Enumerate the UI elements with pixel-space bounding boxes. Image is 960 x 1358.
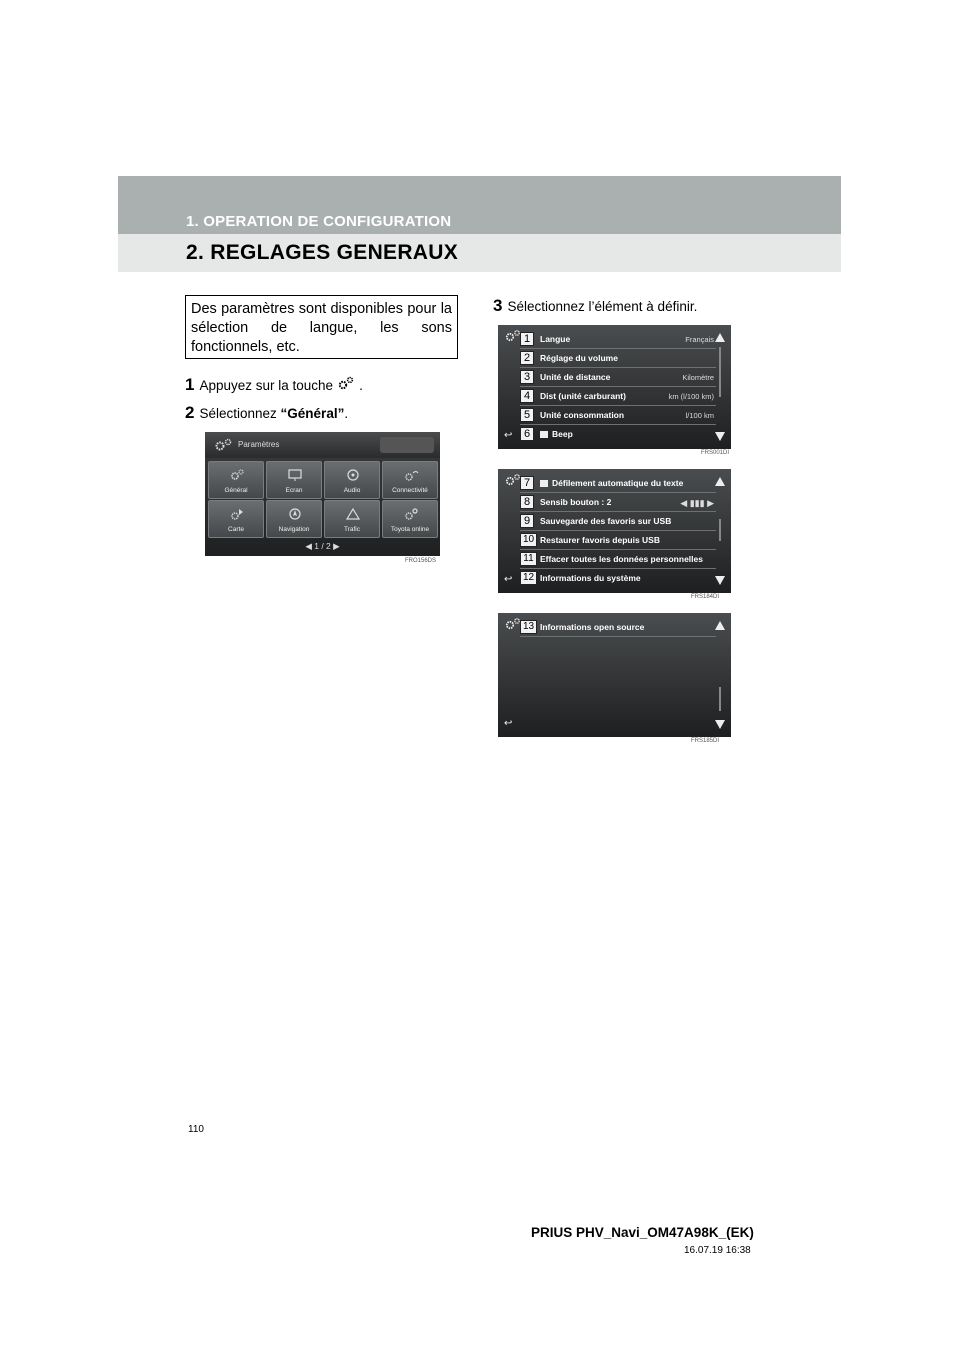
scroll-up-icon[interactable] [715, 333, 725, 342]
tile-trafic[interactable]: Trafic [324, 500, 380, 538]
traffic-icon [345, 507, 361, 521]
gear-icon [229, 468, 245, 482]
map-gear-icon [229, 507, 245, 521]
tile-ecran[interactable]: Ecran [266, 461, 322, 499]
callout-badge: 6 [520, 427, 534, 441]
callout-badge: 2 [520, 351, 534, 365]
callout-badge: 4 [520, 389, 534, 403]
tile-general[interactable]: Général [208, 461, 264, 499]
screen-title-bar [205, 432, 440, 458]
callout-badge: 11 [520, 552, 537, 566]
figure-code: FRS185DI [691, 738, 720, 744]
step-number: 1 [185, 375, 195, 394]
footer-model: PRIUS PHV_Navi_OM47A98K_(EK) [531, 1225, 754, 1240]
list-item-fuel-distance[interactable]: 4 Dist (unité carburant) km (l/100 km) [520, 387, 716, 406]
step-1 [185, 375, 363, 395]
section-title: 1. OPERATION DE CONFIGURATION [186, 213, 452, 230]
scrollbar[interactable] [719, 519, 721, 541]
sensitivity-selector[interactable]: ◀ ▮▮▮ ▶ [680, 498, 714, 508]
step-text: Appuyez sur la touche [199, 378, 334, 393]
step-suffix: . [344, 406, 349, 421]
scroll-up-icon[interactable] [715, 621, 725, 630]
display-icon [287, 468, 303, 482]
section-header [118, 176, 841, 234]
list-item-langue[interactable]: 1 Langue Français [520, 330, 716, 349]
step-text: Sélectionnez [199, 406, 277, 421]
scroll-down-icon[interactable] [715, 576, 725, 585]
online-gear-icon [403, 507, 419, 521]
general-settings-screen-3 [498, 613, 731, 737]
list-item-volume[interactable]: 2 Réglage du volume [520, 349, 716, 368]
tile-toyota-online[interactable]: Toyota online [382, 500, 438, 538]
scroll-up-icon[interactable] [715, 477, 725, 486]
step-number: 2 [185, 403, 195, 422]
step-text: Sélectionnez l’élément à définir. [507, 299, 698, 314]
callout-badge: 10 [520, 533, 537, 547]
list-item-system-info[interactable]: 12 Informations du système [520, 569, 716, 588]
figure-code: FRS001DI [701, 450, 730, 456]
tile-navigation[interactable]: Navigation [266, 500, 322, 538]
checkbox-icon [540, 431, 548, 438]
audio-icon [345, 468, 361, 482]
intro-box: Des paramètres sont disponibles pour la sélection de langue, les sons fonctionnels, etc. [185, 295, 458, 359]
step-3 [493, 296, 697, 316]
page-number: 110 [188, 1124, 204, 1135]
general-settings-screen-1 [498, 325, 731, 449]
settings-menu-screen [205, 432, 440, 556]
footer-date: 16.07.19 16:38 [684, 1245, 751, 1256]
list-item-consumption-unit[interactable]: 5 Unité consommation l/100 km [520, 406, 716, 425]
callout-badge: 8 [520, 495, 534, 509]
step-target: “Général” [280, 406, 345, 421]
back-icon[interactable]: ↩ [504, 718, 513, 729]
step-2 [185, 403, 348, 423]
list-item-beep[interactable]: 6 Beep [520, 425, 716, 444]
scroll-down-icon[interactable] [715, 432, 725, 441]
tile-connectivite[interactable]: Connectivité [382, 461, 438, 499]
back-icon[interactable]: ↩ [504, 574, 513, 585]
scrollbar[interactable] [719, 347, 721, 397]
checkbox-icon [540, 480, 548, 487]
callout-badge: 12 [520, 571, 537, 585]
list-item-delete-personal-data[interactable]: 11 Effacer toutes les données personnelles [520, 550, 716, 569]
scrollbar[interactable] [719, 687, 721, 711]
settings-gear-icon [337, 376, 355, 390]
status-indicator [380, 437, 434, 453]
callout-badge: 9 [520, 514, 534, 528]
callout-badge: 13 [520, 620, 537, 634]
connectivity-icon [403, 468, 419, 482]
back-icon[interactable]: ↩ [504, 430, 513, 441]
list-item-backup-favorites[interactable]: 9 Sauvegarde des favoris sur USB [520, 512, 716, 531]
callout-badge: 1 [520, 332, 534, 346]
callout-badge: 3 [520, 370, 534, 384]
page-title-band [118, 234, 841, 272]
list-item-distance-unit[interactable]: 3 Unité de distance Kilomètre [520, 368, 716, 387]
list-item-button-sensitivity[interactable]: 8 Sensib bouton : 2 ◀ ▮▮▮ ▶ [520, 493, 716, 512]
list-item-open-source-info[interactable]: 13 Informations open source [520, 618, 716, 637]
navigation-icon [287, 507, 303, 521]
tile-carte[interactable]: Carte [208, 500, 264, 538]
callout-badge: 5 [520, 408, 534, 422]
page-title: 2. REGLAGES GENERAUX [186, 241, 459, 264]
list-item-auto-scroll[interactable]: 7 Défilement automatique du texte [520, 474, 716, 493]
figure-code: FRS184DI [691, 594, 720, 600]
scroll-down-icon[interactable] [715, 720, 725, 729]
pager[interactable]: ◀ 1 / 2 ▶ [305, 541, 340, 551]
settings-gear-icon [213, 438, 233, 452]
list-item-restore-favorites[interactable]: 10 Restaurer favoris depuis USB [520, 531, 716, 550]
general-settings-screen-2 [498, 469, 731, 593]
callout-badge: 7 [520, 476, 534, 490]
figure-code: FRO156DS [405, 558, 437, 564]
tile-audio[interactable]: Audio [324, 461, 380, 499]
step-suffix: . [359, 378, 363, 393]
step-number: 3 [493, 296, 503, 315]
screen-title: Paramètres [238, 440, 280, 449]
